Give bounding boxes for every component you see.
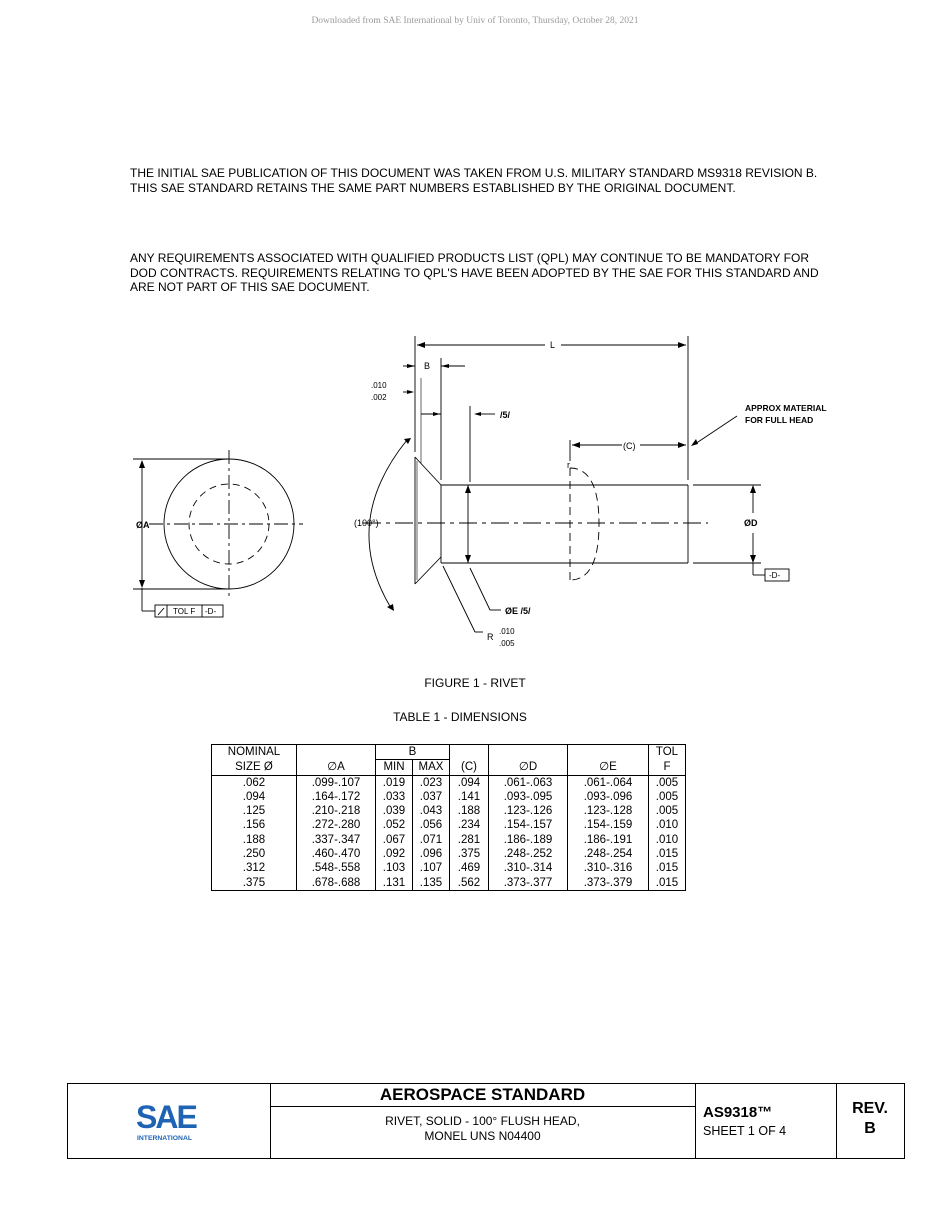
title-block	[67, 1083, 905, 1159]
header-d: ∅D	[489, 760, 568, 775]
table-cell: .373-.379	[568, 876, 649, 891]
table-cell: .094	[450, 775, 489, 790]
table-cell: .033	[376, 790, 413, 804]
svg-text:APPROX MATERIAL: APPROX MATERIAL	[745, 403, 827, 413]
table-cell: .071	[413, 833, 450, 847]
table-cell: .248-.254	[568, 847, 649, 861]
svg-text:INTERNATIONAL: INTERNATIONAL	[137, 1135, 192, 1142]
table-cell: .092	[376, 847, 413, 861]
r-label: r	[567, 460, 570, 470]
table-cell: .141	[450, 790, 489, 804]
table-row	[212, 818, 686, 832]
table-cell: .154-.159	[568, 818, 649, 832]
table-cell: .131	[376, 876, 413, 891]
table-cell: .067	[376, 833, 413, 847]
table-cell: .272-.280	[297, 818, 376, 832]
header-f: F	[649, 760, 686, 775]
header-b: B	[376, 745, 450, 760]
table-cell: .210-.218	[297, 804, 376, 818]
table-cell: .248-.252	[489, 847, 568, 861]
header-max: MAX	[413, 760, 450, 775]
table-cell: .052	[376, 818, 413, 832]
tol-f-label: TOL F	[173, 607, 196, 616]
logo-cell	[68, 1084, 271, 1158]
table-cell: .015	[649, 861, 686, 875]
table-cell: .094	[212, 790, 297, 804]
aerospace-standard-heading: AEROSPACE STANDARD	[270, 1084, 695, 1107]
length-label: L	[550, 340, 556, 350]
table-cell: .373-.377	[489, 876, 568, 891]
table-cell: .037	[413, 790, 450, 804]
b-label: B	[424, 361, 431, 371]
table-row	[212, 876, 686, 891]
table-cell: .023	[413, 775, 450, 790]
qpl-paragraph: ANY REQUIREMENTS ASSOCIATED WITH QUALIFIED PRODUCTS LIST (QPL) MAY CONTINUE TO BE MANDATORY FOR DOD CONTRACTS. REQUIREMENTS RELATING TO QPL'S HAVE BEEN ADOPTED BY THE SAE FOR THIS STANDARD AND ARE NOT PART OF THIS SAE DOCUMENT.	[130, 251, 819, 294]
table-cell: .310-.316	[568, 861, 649, 875]
table-cell: .312	[212, 861, 297, 875]
table-row	[212, 775, 686, 790]
c-label: (C)	[623, 441, 636, 451]
table-cell: .015	[649, 876, 686, 891]
table-cell: .123-.128	[568, 804, 649, 818]
table-cell: .548-.558	[297, 861, 376, 875]
table-cell: .156	[212, 818, 297, 832]
header-c: (C)	[450, 760, 489, 775]
r-radius-label: R	[487, 632, 494, 642]
dia-a-label: ØA	[136, 520, 150, 530]
svg-text:.010: .010	[499, 627, 515, 636]
table-cell: .103	[376, 861, 413, 875]
table-row	[212, 847, 686, 861]
table-cell: .096	[413, 847, 450, 861]
table-cell: .123-.126	[489, 804, 568, 818]
table-cell: .460-.470	[297, 847, 376, 861]
svg-text:.002: .002	[371, 393, 387, 402]
table-row	[212, 804, 686, 818]
intro-paragraph: THE INITIAL SAE PUBLICATION OF THIS DOCUMENT WAS TAKEN FROM U.S. MILITARY STANDARD MS9318 REVISION B. THIS SAE STANDARD RETAINS THE SAME PART NUMBERS ESTABLISHED BY THE ORIGINAL DOCUMENT.	[130, 166, 818, 195]
table-cell: .093-.095	[489, 790, 568, 804]
table-cell: .019	[376, 775, 413, 790]
table-row	[212, 833, 686, 847]
header-nominal: NOMINAL	[212, 745, 297, 760]
table-cell: .010	[649, 818, 686, 832]
header-a: ∅A	[297, 760, 376, 775]
table-cell: .061-.063	[489, 775, 568, 790]
table-cell: .061-.064	[568, 775, 649, 790]
table-cell: .188	[450, 804, 489, 818]
table-cell: .154-.157	[489, 818, 568, 832]
download-note: Downloaded from SAE International by Univ of Toronto, Thursday, October 28, 2021	[311, 16, 639, 26]
table-cell: .186-.191	[568, 833, 649, 847]
table-cell: .678-.688	[297, 876, 376, 891]
table-cell: .015	[649, 847, 686, 861]
svg-text:.005: .005	[499, 639, 515, 648]
table-cell: .135	[413, 876, 450, 891]
revision-value: B	[864, 1120, 876, 1137]
revision-cell	[836, 1084, 904, 1158]
table-cell: .469	[450, 861, 489, 875]
table-cell: .562	[450, 876, 489, 891]
table-row	[212, 790, 686, 804]
rivet-drawing	[125, 328, 835, 658]
datum-d-label: -D-	[769, 571, 781, 580]
table-cell: .099-.107	[297, 775, 376, 790]
header-e: ∅E	[568, 760, 649, 775]
dimensions-table	[211, 744, 686, 891]
table-cell: .164-.172	[297, 790, 376, 804]
table-cell: .125	[212, 804, 297, 818]
angle-label: (100°)	[354, 518, 379, 528]
table-cell: .186-.189	[489, 833, 568, 847]
table-cell: .337-.347	[297, 833, 376, 847]
document-number-cell	[695, 1084, 837, 1158]
table-cell: .056	[413, 818, 450, 832]
svg-text:-D-: -D-	[205, 607, 217, 616]
table-cell: .375	[450, 847, 489, 861]
table-cell: .039	[376, 804, 413, 818]
svg-text:.010: .010	[371, 381, 387, 390]
table-cell: .188	[212, 833, 297, 847]
dia-d-label: ØD	[744, 518, 758, 528]
table-cell: .005	[649, 775, 686, 790]
document-description: RIVET, SOLID - 100° FLUSH HEAD, MONEL UNS N04400	[385, 1114, 580, 1143]
header-tol: TOL	[649, 745, 686, 760]
dia-e-label: ØE /5/	[505, 606, 531, 616]
table-cell: .005	[649, 790, 686, 804]
svg-text:SAE: SAE	[136, 1099, 196, 1135]
svg-text:FOR FULL HEAD: FOR FULL HEAD	[745, 415, 814, 425]
figure-caption: FIGURE 1 - RIVET	[424, 676, 526, 690]
table-cell: .107	[413, 861, 450, 875]
table-cell: .010	[649, 833, 686, 847]
table-cell: .043	[413, 804, 450, 818]
table-cell: .375	[212, 876, 297, 891]
header-min: MIN	[376, 760, 413, 775]
revision-label: REV.	[852, 1100, 888, 1117]
title-cell	[270, 1084, 696, 1158]
table-cell: .093-.096	[568, 790, 649, 804]
table-cell: .005	[649, 804, 686, 818]
table-cell: .310-.314	[489, 861, 568, 875]
table-row	[212, 861, 686, 875]
header-size: SIZE Ø	[212, 760, 297, 775]
table-cell: .234	[450, 818, 489, 832]
table-cell: .250	[212, 847, 297, 861]
note-5-flag: /5/	[500, 410, 511, 420]
table-cell: .281	[450, 833, 489, 847]
table-caption: TABLE 1 - DIMENSIONS	[393, 710, 527, 724]
sheet-number: SHEET 1 OF 4	[703, 1124, 787, 1138]
document-number: AS9318™	[703, 1104, 773, 1121]
table-cell: .062	[212, 775, 297, 790]
sae-logo	[136, 1098, 206, 1144]
